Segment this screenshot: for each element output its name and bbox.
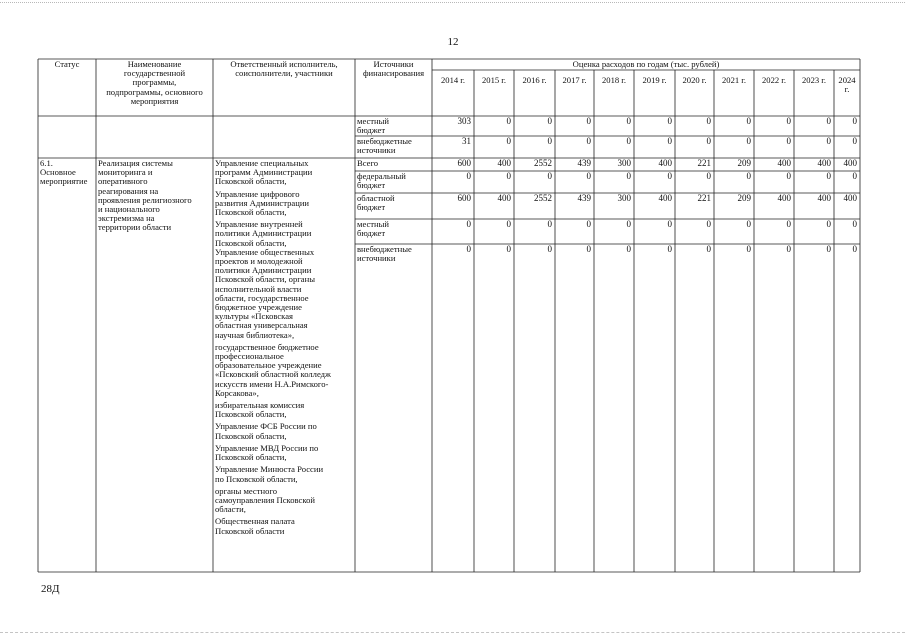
value-cell: 0: [667, 171, 672, 181]
header-status: Статус: [54, 59, 80, 69]
value-cell: 400: [817, 158, 831, 168]
header-year: 2017 г.: [562, 75, 587, 85]
header-year: 2020 г.: [682, 75, 707, 85]
value-cell: 0: [852, 116, 857, 126]
header-year: 2016 г.: [522, 75, 547, 85]
bottom-scan-edge: [0, 632, 905, 633]
value-cell: 300: [617, 158, 631, 168]
source-cell: областной бюджет: [357, 193, 395, 213]
value-cell: 400: [658, 158, 672, 168]
header-year: 2014 г.: [440, 75, 466, 85]
value-cell: 0: [547, 136, 552, 146]
value-cell: 0: [786, 171, 791, 181]
value-cell: 0: [466, 244, 471, 254]
value-cell: 0: [547, 244, 552, 254]
value-cell: 31: [462, 136, 471, 146]
participant-item: Управление специальных программ Администрации Псковской области,: [215, 159, 313, 187]
participants-list: [213, 159, 355, 539]
page-number: 12: [447, 36, 459, 48]
value-cell: 0: [786, 136, 791, 146]
value-cell: 400: [658, 193, 672, 203]
header-year: 2022 г.: [761, 75, 787, 85]
source-cell: Всего: [357, 158, 379, 168]
value-cell: 400: [777, 193, 791, 203]
value-cell: 0: [586, 171, 591, 181]
value-cell: 0: [506, 171, 511, 181]
value-cell: 2552: [534, 193, 552, 203]
value-cell: 221: [697, 193, 711, 203]
value-cell: 0: [826, 136, 831, 146]
value-cell: 300: [617, 193, 631, 203]
participant-item: Управление Минюста России по Псковской области,: [215, 465, 324, 484]
top-scan-edge: [0, 2, 905, 3]
value-cell: 0: [667, 244, 672, 254]
value-cell: 0: [786, 219, 791, 229]
header-year: 2023 г.: [801, 75, 827, 85]
value-cell: 0: [586, 116, 591, 126]
value-cell: 0: [466, 171, 471, 181]
value-cell: 0: [626, 219, 631, 229]
source-cell: внебюджетные источники: [357, 136, 412, 156]
participant-item: государственное бюджетное профессиональное образовательное учреждение «Псковский областной колледж искусств имени Н.А.Римского- Корсакова»,: [215, 342, 331, 398]
value-cell: 0: [852, 219, 857, 229]
value-cell: 600: [457, 158, 471, 168]
header-name: Наименование государственной программы, подпрограммы, основного мероприятия: [106, 59, 203, 106]
value-cell: 0: [826, 171, 831, 181]
value-cell: 0: [706, 244, 711, 254]
header-year: 2021 г.: [721, 75, 747, 85]
value-cell: 0: [706, 219, 711, 229]
participant-item: органы местного самоуправления Псковской области,: [215, 486, 316, 515]
value-cell: 0: [547, 219, 552, 229]
value-cell: 221: [697, 158, 711, 168]
value-cell: 0: [706, 171, 711, 181]
value-cell: 0: [626, 116, 631, 126]
value-cell: 0: [786, 244, 791, 254]
participant-item: избирательная комиссия Псковской области,: [215, 401, 305, 420]
value-cell: 400: [817, 193, 831, 203]
value-cell: 400: [497, 193, 511, 203]
value-cell: 0: [506, 244, 511, 254]
value-cell: 400: [777, 158, 791, 168]
value-cell: 0: [586, 244, 591, 254]
value-cell: 0: [506, 219, 511, 229]
value-cell: 0: [547, 116, 552, 126]
header-year: 2018 г.: [601, 75, 627, 85]
participant-item: Управление внутренней политики Администрации Псковской области, Управление общественных проектов и молодежной политики Администрации Псковской области, органы исполнительной власти области, государственное бюджетное учреждение культуры «Псковская областная универсальная научная библиотека»,: [215, 220, 315, 340]
header-year: 2024 г.: [838, 75, 856, 95]
value-cell: 2552: [534, 158, 552, 168]
value-cell: 0: [586, 136, 591, 146]
value-cell: 0: [626, 171, 631, 181]
value-cell: 209: [737, 158, 751, 168]
value-cell: 0: [506, 116, 511, 126]
source-cell: внебюджетные источники: [357, 244, 412, 264]
footer-code: 28Д: [41, 583, 60, 595]
participant-item: Управление МВД России по Псковской области,: [215, 443, 319, 463]
header-estimate: Оценка расходов по годам (тыс. рублей): [572, 59, 720, 69]
value-cell: 0: [746, 136, 751, 146]
value-cell: 0: [826, 219, 831, 229]
value-cell: 400: [497, 158, 511, 168]
status-cell: 6.1. Основное мероприятие: [40, 158, 88, 187]
value-cell: 0: [852, 244, 857, 254]
value-cell: 439: [577, 193, 591, 203]
value-cell: 0: [466, 219, 471, 229]
value-cell: 0: [506, 136, 511, 146]
value-cell: 0: [826, 244, 831, 254]
value-cell: 0: [667, 136, 672, 146]
value-cell: 0: [706, 116, 711, 126]
name-cell: Реализация системы мониторинга и оперативного реагирования на проявления религиозного и национального экстремизма на территории области: [98, 158, 192, 233]
value-cell: 0: [786, 116, 791, 126]
value-cell: 0: [852, 136, 857, 146]
value-cell: 0: [547, 171, 552, 181]
value-cell: 0: [626, 244, 631, 254]
value-cell: 303: [457, 116, 471, 126]
header-year: 2015 г.: [481, 75, 507, 85]
value-cell: 400: [843, 193, 857, 203]
value-cell: 0: [586, 219, 591, 229]
value-cell: 209: [737, 193, 751, 203]
source-cell: федеральный бюджет: [357, 171, 406, 191]
header-source: Источники финансирования: [362, 59, 425, 79]
value-cell: 0: [746, 116, 751, 126]
value-cell: 0: [667, 219, 672, 229]
value-cell: 0: [746, 219, 751, 229]
value-cell: 0: [746, 171, 751, 181]
value-cell: 0: [852, 171, 857, 181]
header-executor: Ответственный исполнитель, соисполнители, участники: [230, 59, 338, 79]
value-cell: 0: [626, 136, 631, 146]
participant-item: Управление ФСБ России по Псковской области,: [215, 422, 317, 441]
value-cell: 0: [706, 136, 711, 146]
value-cell: 0: [826, 116, 831, 126]
value-cell: 600: [457, 193, 471, 203]
value-cell: 0: [667, 116, 672, 126]
value-cell: 400: [843, 158, 857, 168]
source-cell: местный бюджет: [357, 116, 390, 136]
value-cell: 439: [577, 158, 591, 168]
participant-item: Общественная палата Псковской области: [215, 517, 295, 536]
header-year: 2019 г.: [642, 75, 667, 85]
participant-item: Управление цифрового развития Администрации Псковской области,: [215, 189, 310, 218]
value-cell: 0: [746, 244, 751, 254]
source-cell: местный бюджет: [357, 219, 390, 239]
